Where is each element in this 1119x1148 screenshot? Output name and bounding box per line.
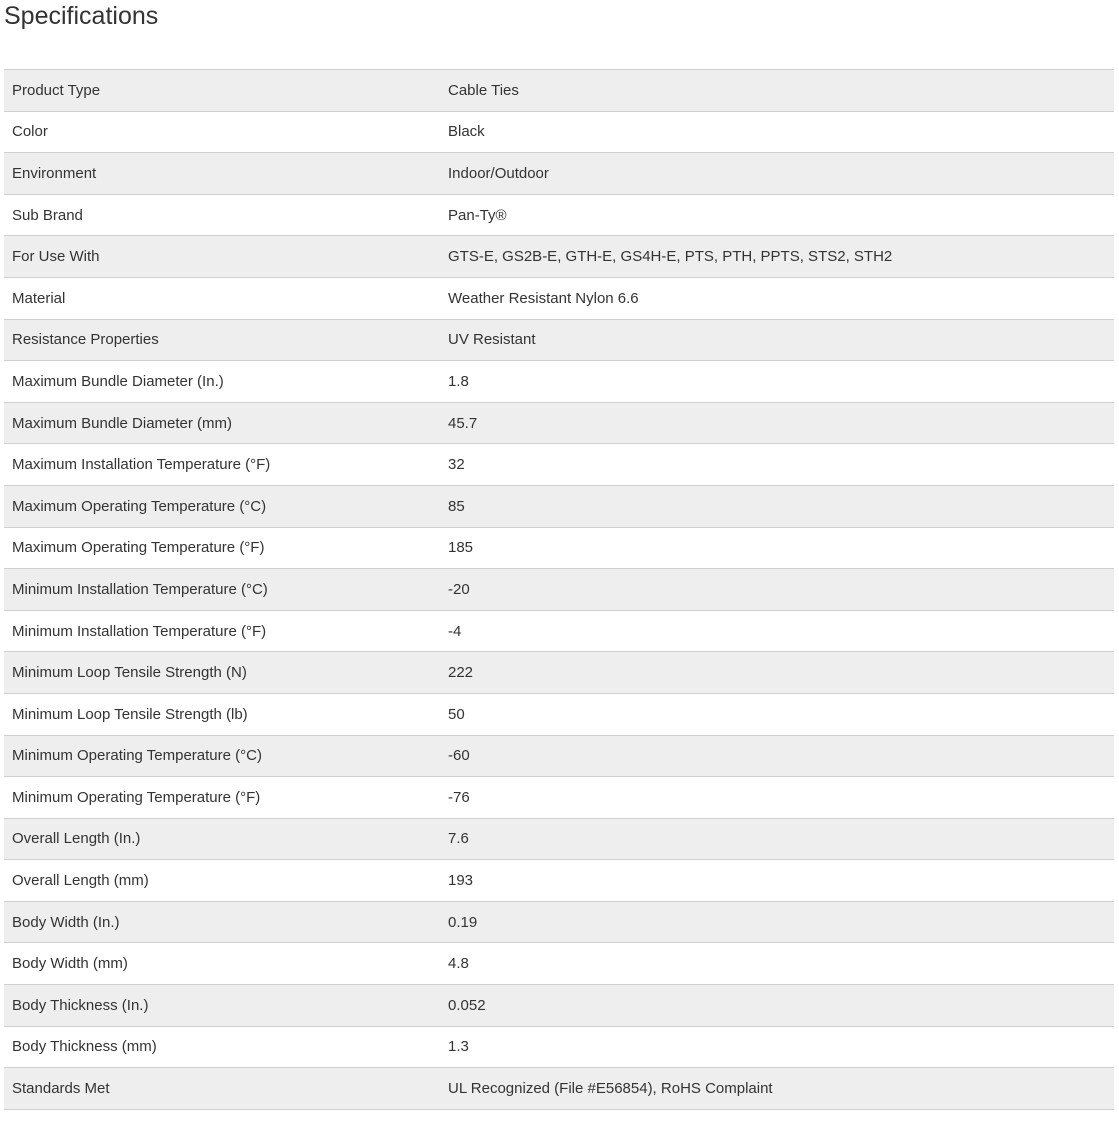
spec-value: Cable Ties xyxy=(448,81,519,99)
spec-label: Color xyxy=(12,123,48,141)
spec-value: -4 xyxy=(448,622,462,640)
spec-row xyxy=(4,277,1114,319)
spec-row xyxy=(4,402,1114,444)
specifications-table-body xyxy=(4,70,1114,1110)
spec-row xyxy=(4,153,1114,195)
spec-label: Minimum Installation Temperature (°C) xyxy=(12,580,268,598)
spec-row xyxy=(4,236,1114,278)
spec-value: 1.8 xyxy=(448,372,469,390)
spec-label: Minimum Loop Tensile Strength (lb) xyxy=(12,705,248,723)
spec-value: 222 xyxy=(448,664,474,682)
spec-value: 50 xyxy=(448,705,465,723)
spec-label: Maximum Bundle Diameter (mm) xyxy=(12,414,233,432)
spec-value: Indoor/Outdoor xyxy=(448,164,549,182)
spec-row xyxy=(4,111,1114,153)
spec-value: UV Resistant xyxy=(448,331,536,349)
spec-value: UL Recognized (File #E56854), RoHS Complaint xyxy=(448,1080,773,1098)
spec-row xyxy=(4,569,1114,611)
spec-row xyxy=(4,194,1114,236)
spec-label: Overall Length (mm) xyxy=(12,872,149,890)
spec-row xyxy=(4,860,1114,902)
spec-value: 185 xyxy=(448,539,474,557)
spec-label: Minimum Loop Tensile Strength (N) xyxy=(12,664,247,682)
spec-value: Black xyxy=(448,123,485,141)
spec-value: 85 xyxy=(448,497,465,515)
spec-label: Material xyxy=(12,289,66,307)
spec-value: Pan-Ty® xyxy=(448,206,507,224)
spec-value: GTS-E, GS2B-E, GTH-E, GS4H-E, PTS, PTH, PPTS, STS2, STH2 xyxy=(448,248,893,266)
spec-value: -76 xyxy=(448,788,470,806)
spec-label: Sub Brand xyxy=(12,206,83,224)
spec-row xyxy=(4,1026,1114,1068)
spec-row xyxy=(4,361,1114,403)
spec-value: 45.7 xyxy=(448,414,478,432)
spec-value: -20 xyxy=(448,580,470,598)
spec-label: Body Thickness (mm) xyxy=(12,1038,157,1056)
spec-label: Maximum Operating Temperature (°C) xyxy=(12,497,267,515)
spec-row xyxy=(4,485,1114,527)
spec-value: 7.6 xyxy=(448,830,469,848)
spec-row xyxy=(4,444,1114,486)
spec-row xyxy=(4,901,1114,943)
spec-label: Maximum Bundle Diameter (In.) xyxy=(12,372,224,390)
page-title: Specifications xyxy=(4,2,159,30)
spec-value: -60 xyxy=(448,747,470,765)
spec-row xyxy=(4,818,1114,860)
spec-value: 193 xyxy=(448,872,474,890)
spec-label: Product Type xyxy=(12,81,101,99)
spec-label: Maximum Installation Temperature (°F) xyxy=(12,456,271,474)
spec-label: Body Width (In.) xyxy=(12,913,120,931)
spec-value: 0.19 xyxy=(448,913,478,931)
spec-value: Weather Resistant Nylon 6.6 xyxy=(448,289,639,307)
spec-label: Minimum Operating Temperature (°F) xyxy=(12,788,261,806)
spec-label: Overall Length (In.) xyxy=(12,830,141,848)
spec-label: Minimum Installation Temperature (°F) xyxy=(12,622,267,640)
spec-label: For Use With xyxy=(12,248,100,266)
spec-label: Resistance Properties xyxy=(12,331,159,349)
spec-value: 32 xyxy=(448,456,465,474)
spec-label: Body Width (mm) xyxy=(12,955,128,973)
spec-label: Standards Met xyxy=(12,1080,110,1098)
spec-row xyxy=(4,777,1114,819)
spec-row xyxy=(4,985,1114,1027)
spec-label: Minimum Operating Temperature (°C) xyxy=(12,747,262,765)
spec-label: Maximum Operating Temperature (°F) xyxy=(12,539,265,557)
spec-row xyxy=(4,610,1114,652)
spec-value: 4.8 xyxy=(448,955,469,973)
spec-row xyxy=(4,70,1114,112)
spec-row xyxy=(4,527,1114,569)
spec-row xyxy=(4,319,1114,361)
spec-label: Body Thickness (In.) xyxy=(12,996,149,1014)
spec-value: 0.052 xyxy=(448,996,486,1014)
spec-row xyxy=(4,693,1114,735)
specifications-table xyxy=(4,69,1114,1110)
spec-row xyxy=(4,943,1114,985)
spec-value: 1.3 xyxy=(448,1038,469,1056)
spec-row xyxy=(4,1068,1114,1110)
spec-row xyxy=(4,735,1114,777)
spec-row xyxy=(4,652,1114,694)
spec-label: Environment xyxy=(12,164,97,182)
